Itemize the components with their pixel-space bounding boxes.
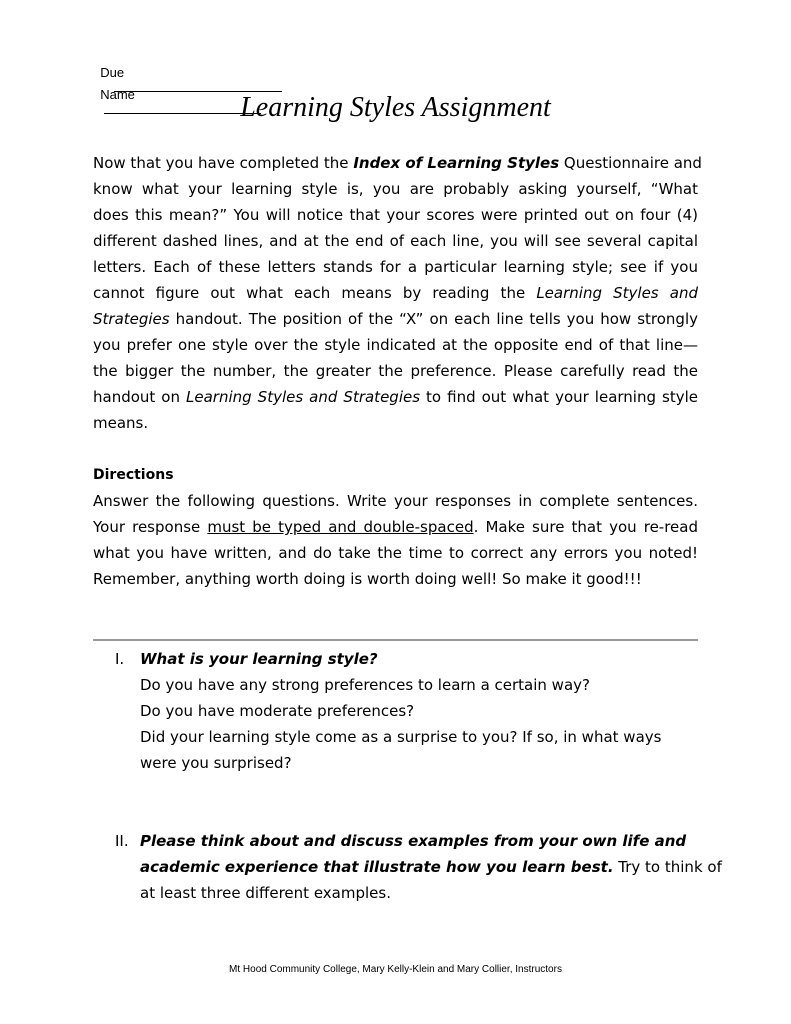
question-line: Do you have moderate preferences? [140, 702, 415, 720]
directions-text: . Make sure that you re-read [473, 518, 699, 536]
handout-title: Learning Styles and [536, 284, 698, 302]
question-line: were you surprised? [140, 754, 292, 772]
directions-line: Remember, anything worth doing is worth doing well! So make it good!!! [93, 570, 642, 588]
question-1 [93, 646, 698, 776]
question-line: Did your learning style come as a surprise to you? If so, in what ways [140, 728, 662, 746]
question-prompt: What is your learning style? [140, 650, 378, 668]
section-divider [93, 639, 698, 641]
footer-credits: Mt Hood Community College, Mary Kelly-Klein and Mary Collier, Instructors [229, 964, 562, 975]
intro-paragraph [93, 150, 702, 436]
question-prompt: academic experience that illustrate how you learn best. [140, 858, 614, 876]
question-text: Try to think of [613, 858, 722, 876]
intro-text: cannot figure out what each means by reading the [93, 284, 537, 302]
format-requirement: must be typed and double-spaced [207, 518, 474, 536]
intro-line: know what your learning style is, you are probably asking yourself, “What [93, 180, 698, 198]
question-number: I. [115, 650, 125, 668]
question-line [140, 854, 722, 880]
intro-text: Questionnaire and [559, 154, 702, 172]
question-line: at least three different examples. [140, 884, 391, 902]
intro-text: handout. The position of the “X” on each line tells you how strongly [169, 310, 698, 328]
directions-text: Your response [93, 518, 208, 536]
directions-line: what you have written, and do take the time to correct any errors you noted! [93, 544, 698, 562]
intro-line [93, 280, 698, 306]
question-2 [93, 828, 722, 906]
intro-line [93, 384, 698, 410]
intro-line: means. [93, 414, 149, 432]
due-label: Due [100, 65, 125, 80]
intro-line: the bigger the number, the greater the preference. Please carefully read the [93, 362, 698, 380]
intro-line: letters. Each of these letters stands for a particular learning style; see if you [93, 258, 698, 276]
directions-line [93, 514, 698, 540]
intro-text: to find out what your learning style [420, 388, 698, 406]
directions-line: Answer the following questions. Write your responses in complete sentences. [93, 492, 698, 510]
directions-heading: Directions [93, 467, 174, 483]
intro-text: Now that you have completed the [93, 154, 354, 172]
intro-text: handout on [93, 388, 187, 406]
question-number: II. [115, 832, 129, 850]
intro-line [93, 150, 702, 176]
handout-title: Strategies [93, 310, 170, 328]
intro-line: different dashed lines, and at the end of each line, you will see several capital [93, 232, 698, 250]
name-label: Name [100, 87, 135, 102]
intro-line: you prefer one style over the style indicated at the opposite end of that line— [93, 336, 698, 354]
handout-title: Learning Styles and Strategies [186, 388, 421, 406]
question-line: Do you have any strong preferences to learn a certain way? [140, 676, 590, 694]
intro-line: does this mean?” You will notice that your scores were printed out on four (4) [93, 206, 698, 224]
ils-questionnaire-title: Index of Learning Styles [353, 154, 560, 172]
directions-paragraph [93, 488, 698, 592]
intro-line [93, 306, 698, 332]
question-prompt: Please think about and discuss examples from your own life and [140, 832, 687, 850]
page-title: Learning Styles Assignment [240, 92, 551, 123]
